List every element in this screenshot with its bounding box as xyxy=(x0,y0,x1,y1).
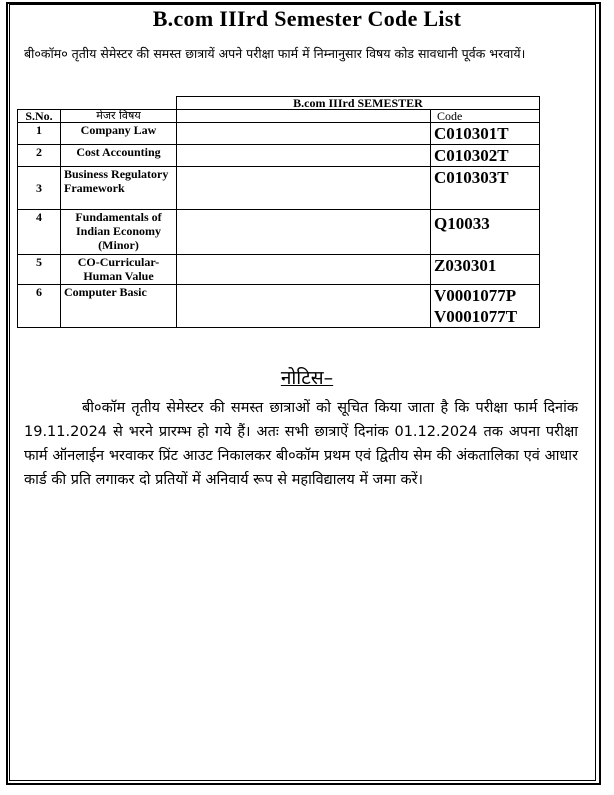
notice-body: बी०कॉम तृतीय सेमेस्टर की समस्त छात्राओं को सूचित किया जाता है कि परीक्षा फार्म दिनांक 19.11.2024 से भरने प्रारम्भ हो गये हैं। अतः सभी छात्राऐं दिनांक 01.12.2024 तक अपना परीक्षा फार्म ऑनलाईन भरवाकर प्रिंट आउट निकालकर बी०कॉम प्रथम एवं द्वितीय सेम की अंकतालिका एवं आधार कार्ड की प्रति लगाकर दो प्रतियों में अनिवार्य रूप से महाविद्यालय में जमा करें। xyxy=(24,400,578,488)
row-subject: Business Regulatory Framework xyxy=(61,167,177,210)
row-blank xyxy=(177,210,431,255)
notice-title: नोटिस– xyxy=(280,367,334,389)
row-subject: Computer Basic xyxy=(61,285,177,328)
row-subject: Cost Accounting xyxy=(61,145,177,167)
row-code: V0001077T xyxy=(434,307,518,326)
row-subject: Company Law xyxy=(61,123,177,145)
row-sno: 4 xyxy=(18,210,61,255)
row-subject: CO-Curricular-Human Value xyxy=(61,255,177,285)
row-code: C010301T xyxy=(431,123,540,145)
row-sno: 6 xyxy=(18,285,61,328)
table-row xyxy=(18,145,540,167)
row-code: V0001077P xyxy=(434,286,517,305)
row-blank xyxy=(177,285,431,328)
table-row xyxy=(18,285,540,328)
table-row xyxy=(18,255,540,285)
instruction-text: बी०कॉम० तृतीय सेमेस्टर की समस्त छात्रायें अपने परीक्षा फार्म में निम्नानुसार विषय कोड सावधानी पूर्वक भरवायें। xyxy=(24,46,526,61)
row-blank xyxy=(177,145,431,167)
row-code: Z030301 xyxy=(431,255,540,285)
semester-header: B.com IIIrd SEMESTER xyxy=(177,97,540,110)
row-code: Q10033 xyxy=(431,210,540,255)
header-sno: S.No. xyxy=(18,110,61,123)
row-code: C010303T xyxy=(431,167,540,210)
row-subject: Fundamentals of Indian Economy (Minor) xyxy=(61,210,177,255)
table-semester-header-row xyxy=(18,97,540,110)
row-code-cell xyxy=(431,285,540,328)
table-row xyxy=(18,167,540,210)
table-row xyxy=(18,210,540,255)
header-blank xyxy=(177,110,431,123)
header-subject: मेजर विषय xyxy=(61,110,177,123)
row-sno: 3 xyxy=(18,167,61,210)
header-code: Code xyxy=(431,110,540,123)
row-code: C010302T xyxy=(431,145,540,167)
table-corner-cell xyxy=(18,97,177,110)
document-title: B.com IIIrd Semester Code List xyxy=(152,6,462,31)
row-blank xyxy=(177,255,431,285)
table-header-row xyxy=(18,110,540,123)
row-sno: 5 xyxy=(18,255,61,285)
row-sno: 1 xyxy=(18,123,61,145)
subject-code-table xyxy=(17,96,540,328)
row-blank xyxy=(177,123,431,145)
table-row xyxy=(18,123,540,145)
row-blank xyxy=(177,167,431,210)
row-sno: 2 xyxy=(18,145,61,167)
